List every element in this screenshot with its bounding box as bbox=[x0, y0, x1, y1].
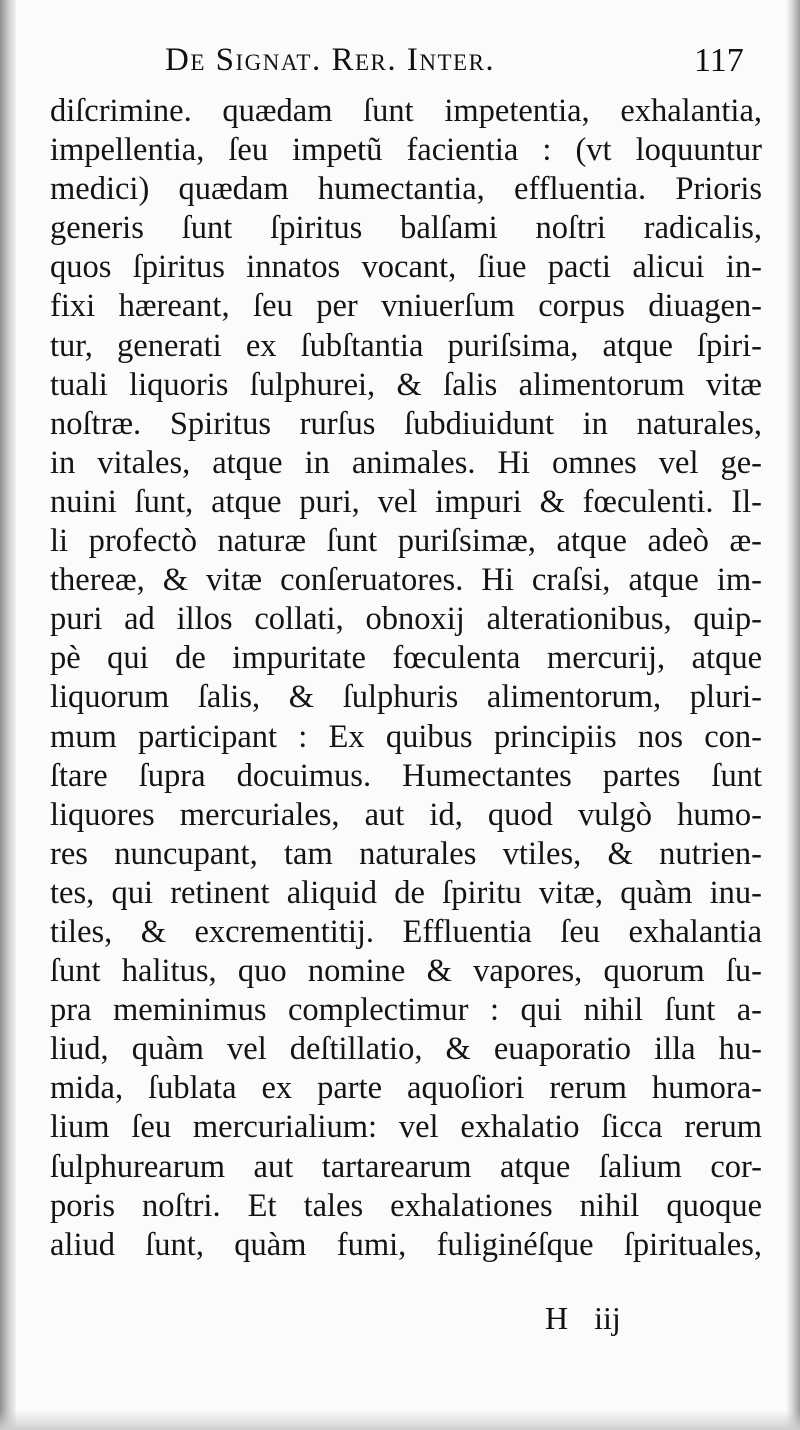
text-line: impellentia, ſeu impetũ facientia : (vt loquuntur bbox=[50, 132, 762, 169]
text-line: thereæ, & vitæ conſeruatores. Hi craſsi, atque im- bbox=[50, 562, 762, 599]
text-line: ſulphurearum aut tartarearum atque ſalium cor- bbox=[50, 1148, 762, 1185]
text-line: mida, ſublata ex parte aquoſiori rerum humora- bbox=[50, 1070, 762, 1107]
text-line: res nuncupant, tam naturales vtiles, & nutrien- bbox=[50, 835, 762, 872]
text-line: li profectò naturæ ſunt puriſsimæ, atque adeò æ- bbox=[50, 523, 762, 560]
text-line: tes, qui retinent aliquid de ſpiritu vitæ, quàm inu- bbox=[50, 874, 762, 911]
page-number: 117 bbox=[694, 42, 744, 79]
text-line: tiles, & excrementitij. Effluentia ſeu exhalantia bbox=[50, 913, 762, 950]
page-gutter-shadow bbox=[0, 0, 16, 1430]
text-line: aliud ſunt, quàm fumi, fuliginéſque ſpirituales, bbox=[50, 1226, 762, 1263]
text-line: nuini ſunt, atque puri, vel impuri & fœculenti. Il- bbox=[50, 483, 762, 520]
text-line: pè qui de impuritate fœculenta mercurij, atque bbox=[50, 640, 762, 677]
page-edge-shadow bbox=[786, 0, 800, 1430]
text-line: liquorum ſalis, & ſulphuris alimentorum, pluri- bbox=[50, 679, 762, 716]
text-line: quos ſpiritus innatos vocant, ſiue pacti alicui in- bbox=[50, 249, 762, 286]
text-line: tuali liquoris ſulphurei, & ſalis alimentorum vitæ bbox=[50, 366, 762, 403]
text-line: fixi hæreant, ſeu per vniuerſum corpus diuagen- bbox=[50, 288, 762, 325]
text-line: generis ſunt ſpiritus balſami noſtri radicalis, bbox=[50, 210, 762, 247]
body-text bbox=[50, 92, 760, 1265]
text-line: liud, quàm vel deſtillatio, & euaporatio illa hu- bbox=[50, 1031, 762, 1068]
page-bottom-shadow bbox=[0, 1410, 800, 1430]
text-line: puri ad illos collati, obnoxij alterationibus, quip- bbox=[50, 601, 762, 638]
text-line: poris noſtri. Et tales exhalationes nihil quoque bbox=[50, 1187, 762, 1224]
text-line: medici) quædam humectantia, effluentia. Prioris bbox=[50, 171, 762, 208]
text-line: ſtare ſupra docuimus. Humectantes partes ſunt bbox=[50, 757, 762, 794]
text-line: lium ſeu mercurialium: vel exhalatio ſicca rerum bbox=[50, 1109, 762, 1146]
text-line: in vitales, atque in animales. Hi omnes vel ge- bbox=[50, 444, 762, 481]
text-line: liquores mercuriales, aut id, quod vulgò humo- bbox=[50, 796, 762, 833]
text-line: noſtræ. Spiritus rurſus ſubdiuidunt in naturales, bbox=[50, 405, 762, 442]
text-line: pra meminimus complectimur : qui nihil ſunt a- bbox=[50, 992, 762, 1029]
text-line: diſcrimine. quædam ſunt impetentia, exhalantia, bbox=[50, 93, 762, 129]
text-line: mum participant : Ex quibus principiis nos con- bbox=[50, 718, 762, 755]
text-line: tur, generati ex ſubſtantia puriſsima, atque ſpiri- bbox=[50, 327, 762, 364]
running-title: De Signat. Rer. Inter. bbox=[165, 42, 496, 78]
text-line: ſunt halitus, quo nomine & vapores, quorum ſu- bbox=[50, 953, 762, 990]
signature-mark: H iij bbox=[545, 1300, 621, 1336]
